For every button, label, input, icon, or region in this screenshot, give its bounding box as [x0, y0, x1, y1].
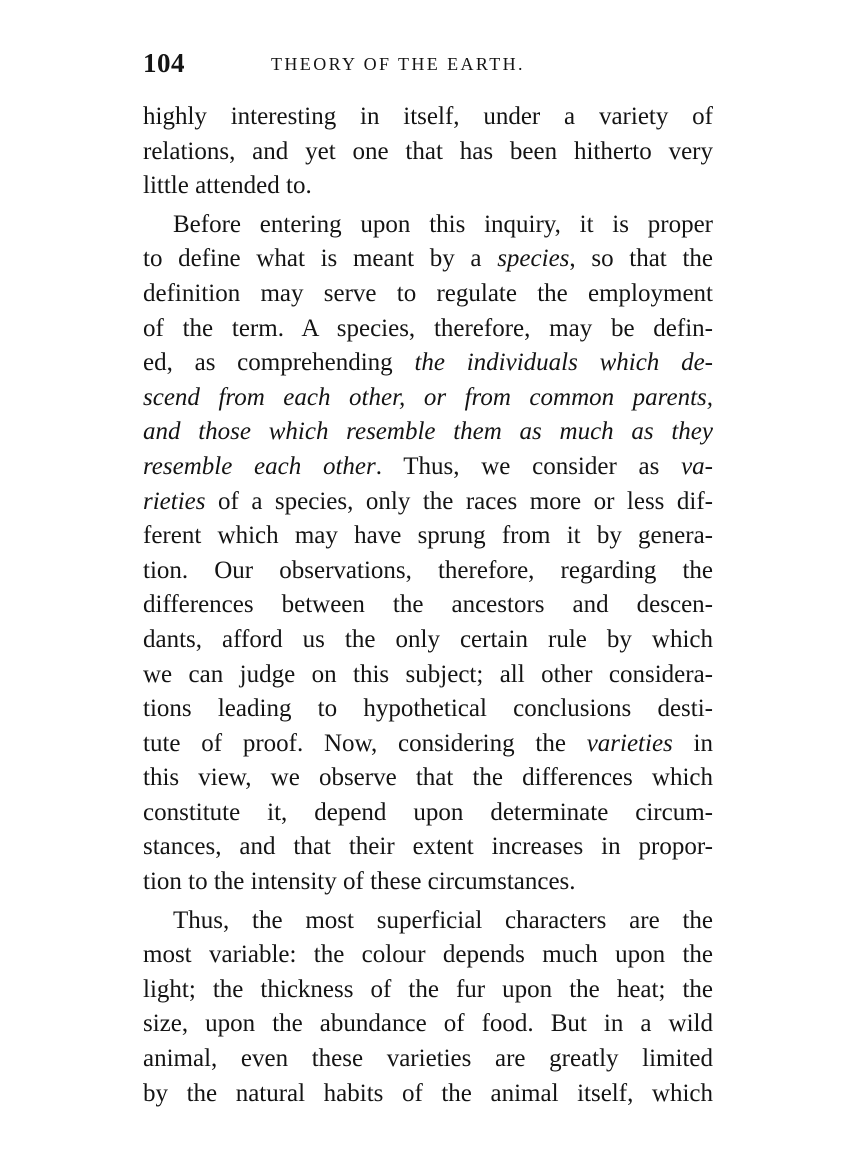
text-line: we can judge on this subject; all other considera- — [143, 660, 713, 688]
italic-text: and those which resemble them as much as they — [143, 418, 713, 446]
text-line — [143, 381, 713, 416]
italic-text: rieties — [143, 487, 206, 515]
italic-text: varieties — [586, 729, 673, 757]
text-segment: to define what is meant by a — [143, 245, 498, 273]
text-line: ferent which may have sprung from it by genera- — [143, 522, 713, 550]
text-line: Before entering upon this inquiry, it is proper — [173, 210, 713, 238]
text-segment: ed, as comprehending — [143, 349, 415, 377]
text-line: by the natural habits of the animal itself, which — [143, 1079, 713, 1107]
text-line: size, upon the abundance of food. But in a wild — [143, 1010, 713, 1038]
body-text — [143, 100, 713, 1111]
paragraph — [143, 904, 713, 1112]
text-line — [143, 346, 713, 381]
text-line: tion to the intensity of these circumstances. — [143, 868, 576, 896]
text-segment: in — [672, 729, 713, 757]
text-line: little attended to. — [143, 172, 312, 200]
page-number: 104 — [143, 48, 185, 78]
italic-text: resemble each other — [143, 452, 376, 480]
text-line: definition may serve to regulate the employment — [143, 279, 713, 307]
text-line: highly interesting in itself, under a variety of — [143, 103, 713, 130]
paragraph — [143, 208, 713, 900]
text-segment: of a species, only the races more or less dif- — [205, 487, 713, 515]
text-line — [143, 415, 713, 450]
text-line: of the term. A species, therefore, may be defin- — [143, 314, 713, 342]
text-line: most variable: the colour depends much upon the — [143, 941, 713, 969]
text-segment: , so that the — [569, 245, 713, 273]
text-line: relations, and yet one that has been hitherto very — [143, 137, 713, 165]
text-line: tion. Our observations, therefore, regarding the — [143, 556, 713, 584]
text-line: constitute it, depend upon determinate circum- — [143, 798, 713, 826]
text-segment: . Thus, we consider as — [375, 452, 682, 480]
italic-text: the individuals which de- — [414, 349, 713, 377]
text-line: differences between the ancestors and descen- — [143, 591, 713, 619]
text-line: this view, we observe that the differences which — [143, 764, 713, 792]
text-line — [143, 727, 713, 762]
text-line: animal, even these varieties are greatly limited — [143, 1045, 713, 1073]
text-segment: tute of proof. Now, considering the — [143, 729, 587, 757]
italic-text: species — [497, 245, 570, 273]
paragraph — [143, 100, 713, 204]
text-line — [143, 485, 713, 520]
text-line: tions leading to hypothetical conclusions desti- — [143, 695, 713, 723]
text-line: dants, afford us the only certain rule by which — [143, 625, 713, 653]
page-header — [143, 48, 713, 82]
running-head: THEORY OF THE EARTH. — [271, 54, 525, 74]
text-line: stances, and that their extent increases in propor- — [143, 833, 713, 861]
italic-text: va- — [681, 452, 713, 480]
text-line — [143, 242, 713, 277]
italic-text: scend from each other, or from common parents, — [143, 383, 713, 411]
text-line — [143, 450, 713, 485]
text-line: Thus, the most superficial characters are the — [173, 906, 713, 934]
text-line: light; the thickness of the fur upon the heat; the — [143, 975, 713, 1003]
